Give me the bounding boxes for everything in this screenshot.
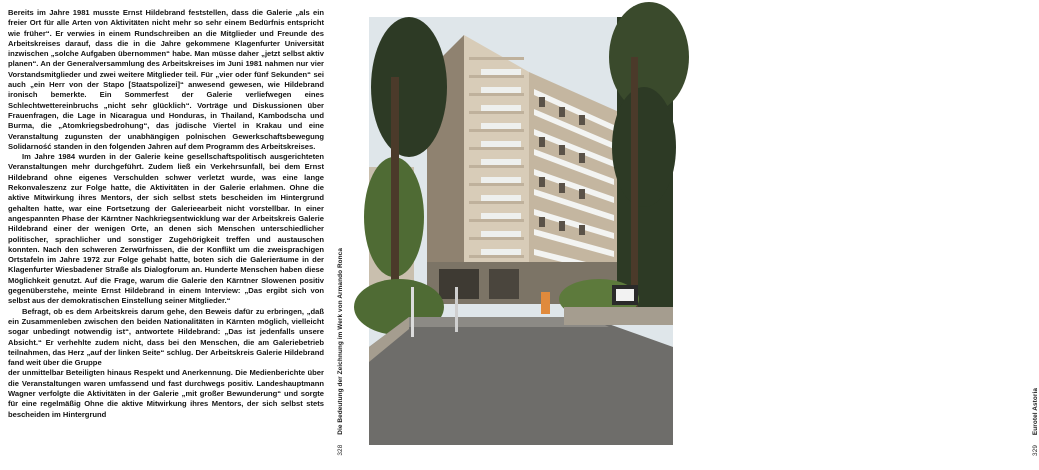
running-title: Die Bedeutung der Zeichnung im Werk von Armando Ronca	[337, 248, 344, 436]
left-page	[0, 0, 350, 470]
building-photo	[369, 17, 673, 445]
paragraph: Im Jahre 1984 wurden in der Galerie keine gesellschaftspolitisch ausgerichteten Veranstaltungen mehr durchgeführt. Zudem ließ ein Verkehrsunfall, bei dem Ernst Hildebrand ohne eigenes Verschulden schwer verletzt wurde, was eine lange Rekonvaleszenz zur Folge hatte, die Aktivitäten in der Galerie erlahmen. Ohne die aktive Mitwirkung ihres Mentors, der sich selbst stets bescheiden im Hintergrund gehalten hatte, war eine Fortsetzung der Galerieearbeit nicht vorstellbar. In einer angespannten Phase der Kärntner Nachkriegsentwicklung war der Arbeitskreis Galerie Hildebrand einer der wenigen Orte, an denen sich Menschen unterschiedlicher politischer, sprachlicher und sonstiger Zugehörigkeit treffen und austauschen konnten. Nach den schweren Zerwürfnissen, die der Konflikt um die zweisprachigen Ortstafeln im Jahre 1972 zur Folge gehabt hatte, boten sich die Galerieräume in der Klagenfurter Wiesbadener Straße als Dialogforum an. Hunderte Menschen haben diese Möglichkeit genutzt. Auf die Frage, warum die Galerie den Kärntner Slowenen positiv gegenüberstehe, meinte Ernst Hildebrand in einem Interview: „Das ergibt sich von selbst aus der demokratischen Einstellung seiner Mitglieder.“	[8, 152, 324, 306]
paragraph: Befragt, ob es dem Arbeitskreis darum gehe, den Beweis dafür zu erbringen, „daß ein Zusammenleben zwischen den beiden Nationalitäten in Kärnten möglich, vielleicht sogar unbedingt notwendig ist“, antwortete Hildebrand: „Das ist jedenfalls unsere Absicht.“ Er verhehlte zudem nicht, dass bei den Menschen, die am Galeriebetrieb teilnahmen, das Herz „auf der linken Seite“ schlug. Der Arbeitskreis Galerie Hildebrand fand weit über die Gruppe	[8, 306, 324, 368]
right-margin-label	[1032, 388, 1039, 456]
orange-bin	[541, 292, 550, 314]
paragraph: Bereits im Jahre 1981 musste Ernst Hildebrand feststellen, dass die Galerie „als ein freier Ort für alle Arten von Aktivitäten nicht mehr so sehr einem Bedürfnis entspricht wie früher“. Er verwies in einem Rundschreiben an die Mitglieder und Freunde des Arbeitskreises darauf, dass die in die Jahre gekommene Klagenfurter Universität inzwischen „solche Aufgaben übernommen“ habe. Man müsse daher „jetzt selbst aktiv planen“. An der Generalversammlung des Arbeitskreises im Juni 1981 nahmen nur vier Vorstandsmitglieder und zwei weitere Mitglieder teil. Für „vier oder fünf Sekunden“ sei auch „ein Herr von der Stapo [Staatspolizei]“ anwesend gewesen, wie Hildebrand ironisch bemerkte. Ein Sommerfest der Galerie verliefwegen eines Schlechtwettereinbruchs „nicht sehr glücklich“. Vorträge und Diskussionen über Frauenfragen, die Lage in Nicaragua und Honduras, in Thailand, Kambodscha und Burma, die „Atomkriegsbedrohung“, das jüdische Viertel in Krakau und eine Veranstaltung zugunsten der unabhängigen polnischen Gewerkschaftsbewegung Solidarność standen in den folgenden Jahren auf dem Programm des Arbeitskreises.	[8, 8, 324, 151]
pavement	[369, 317, 673, 445]
page-number: 328	[337, 445, 344, 456]
page-number: 329	[1032, 445, 1039, 456]
tree-right	[609, 2, 689, 317]
paragraph: der unmittelbar Beteiligten hinaus Respekt und Anerkennung. Die Medienberichte über die Veranstaltungen waren umfassend und fast durchwegs positiv. Landeshauptmann Wagner verfolgte die Aktivitäten in der Galerie „mit großer Bewunderung“ und sorgte für eine regelmäßig Ohne die aktive Mitwirkung ihres Mentors, der sich selbst stets bescheiden im Hintergrund	[8, 368, 324, 419]
body-text	[8, 8, 324, 458]
right-page	[350, 0, 1039, 470]
left-margin-label	[337, 248, 344, 456]
running-title: Eurotel Astoria	[1032, 388, 1039, 436]
